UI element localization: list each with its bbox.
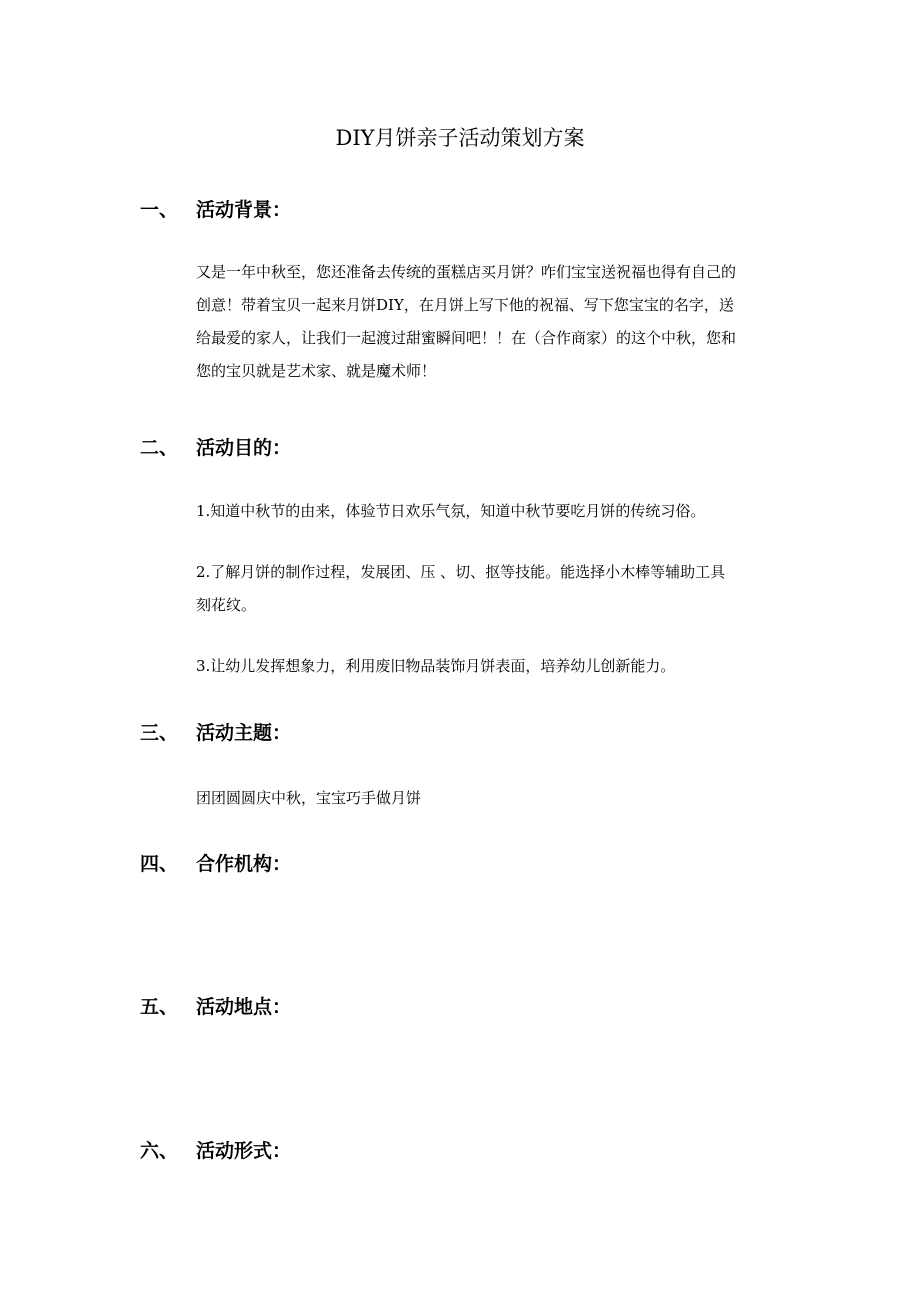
section-heading-theme [140, 719, 291, 747]
section-title: 合作机构： [196, 853, 292, 875]
paragraph-line: 给最爱的家人，让我们一起渡过甜蜜瞬间吧！！在（合作商家）的这个中秋，您和 [196, 329, 737, 347]
section-heading-background [140, 196, 291, 224]
paragraph-line: 团团圆圆庆中秋，宝宝巧手做月饼 [196, 789, 422, 807]
section-number: 六、 [140, 1140, 179, 1162]
paragraph-line: 3.让幼儿发挥想象力，利用废旧物品装饰月饼表面，培养幼儿创新能力。 [196, 657, 676, 675]
section-number: 一、 [140, 199, 179, 221]
document-title: DIY月饼亲子活动策划方案 [335, 126, 585, 150]
paragraph-line: 您的宝贝就是艺术家、就是魔术师！ [196, 362, 437, 380]
theme-paragraph [196, 782, 786, 815]
section-number: 四、 [140, 853, 179, 875]
section-heading-partners [140, 850, 291, 878]
paragraph-line: 刻花纹。 [196, 596, 257, 614]
section-heading-format [140, 1137, 291, 1165]
section-title: 活动背景： [196, 199, 292, 221]
purpose-item-3 [196, 650, 786, 683]
purpose-item-1 [196, 495, 786, 528]
purpose-item-2 [196, 556, 786, 622]
paragraph-line: 又是一年中秋至，您还准备去传统的蛋糕店买月饼？咋们宝宝送祝福也得有自己的 [196, 263, 737, 281]
paragraph-line: 2.了解月饼的制作过程，发展团、压 、切、抠等技能。能选择小木棒等辅助工具 [196, 563, 726, 581]
paragraph-line: 1.知道中秋节的由来，体验节日欢乐气氛，知道中秋节要吃月饼的传统习俗。 [196, 502, 706, 520]
section-title: 活动地点： [196, 996, 292, 1018]
section-title: 活动主题： [196, 722, 292, 744]
paragraph-line: 创意！带着宝贝一起来月饼DIY，在月饼上写下他的祝福、写下您宝宝的名字，送 [196, 296, 734, 314]
section-heading-location [140, 993, 291, 1021]
background-paragraph [196, 256, 786, 388]
section-number: 五、 [140, 996, 179, 1018]
section-number: 二、 [140, 437, 179, 459]
section-title: 活动目的： [196, 437, 292, 459]
section-heading-purpose [140, 434, 291, 462]
section-title: 活动形式： [196, 1140, 292, 1162]
section-number: 三、 [140, 722, 179, 744]
